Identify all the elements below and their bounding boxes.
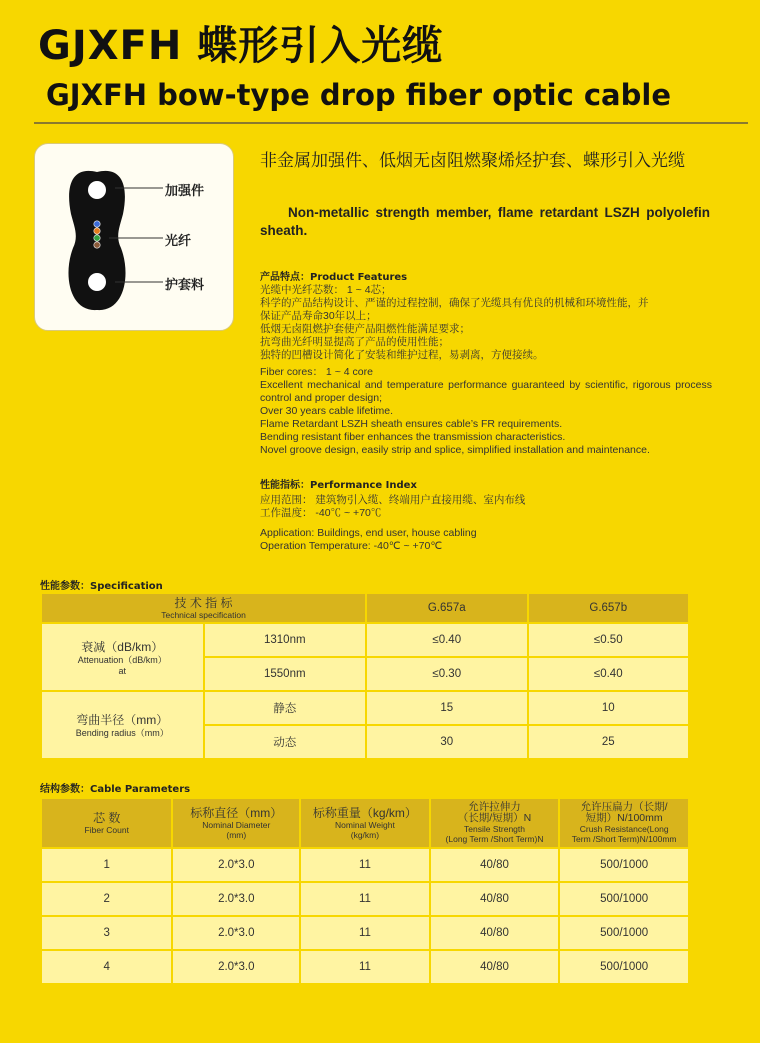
bending-radius-label	[41, 691, 204, 759]
header-en: (Long Term /Short Term)N	[445, 834, 544, 844]
param-header-diameter	[172, 798, 300, 848]
header-en: Fiber Count	[84, 824, 129, 835]
header-en: Nominal Weight	[335, 819, 395, 830]
bending-radius-en: Bending radius（mm）	[75, 728, 169, 738]
features-cn-line: 低烟无卤阻燃护套使产品阻燃性能满足要求；	[260, 323, 470, 335]
features-cn-line: 光缆中光纤芯数： 1 ~ 4芯；	[260, 284, 392, 296]
value-g657b: ≤0.50	[528, 623, 690, 657]
page-title-cn: GJXFH 蝶形引入光缆	[38, 23, 444, 69]
spec-header-tech	[41, 593, 366, 623]
features-en-line: Over 30 years cable lifetime.	[260, 405, 394, 417]
header-cn: （长期/短期）N	[457, 812, 532, 824]
header-en: Term /Short Term)N/100mm	[571, 834, 677, 844]
performance-cn-line: 工作温度： -40℃ ~ +70℃	[260, 507, 382, 519]
tensile: 40/80	[430, 950, 560, 984]
optical-fiber	[94, 228, 100, 234]
crush: 500/1000	[559, 916, 689, 950]
features-en-line: Fiber cores： 1 ~ 4 core	[260, 366, 373, 378]
attenuation-cn: 衰减（dB/km）	[81, 639, 164, 654]
features-cn-line: 抗弯曲光纤明显提高了产品的使用性能；	[260, 336, 449, 348]
performance-cn-line: 应用范围： 建筑物引入缆、终端用户直接用缆、室内布线	[260, 494, 526, 506]
features-cn	[260, 284, 712, 362]
table-row	[41, 950, 689, 984]
param-header-weight	[300, 798, 430, 848]
fiber-count: 2	[41, 882, 172, 916]
diameter: 2.0*3.0	[172, 916, 300, 950]
crush: 500/1000	[559, 848, 689, 882]
table-row	[41, 882, 689, 916]
header-en: Nominal Diameter	[202, 819, 271, 830]
value-g657a: 30	[366, 725, 527, 759]
strength-member-bottom	[88, 273, 106, 291]
param-header-tensile	[430, 798, 560, 848]
crush: 500/1000	[559, 882, 689, 916]
cable-cross-section-svg	[35, 144, 235, 332]
strength-member-top	[88, 181, 106, 199]
label-sheath: 护套料	[165, 278, 205, 293]
performance-en	[260, 527, 712, 553]
bending-dynamic: 动态	[204, 725, 366, 759]
header-cn: 允许拉伸力	[468, 801, 521, 813]
weight: 11	[300, 848, 430, 882]
spec-header-cn: 技 术 指 标	[174, 595, 233, 610]
bending-static: 静态	[204, 691, 366, 725]
optical-fiber	[94, 221, 100, 227]
tensile: 40/80	[430, 882, 560, 916]
features-en-line: Bending resistant fiber enhances the transmission characteristics.	[260, 431, 566, 443]
fiber-count: 4	[41, 950, 172, 984]
header-en: (mm)	[226, 829, 247, 840]
header-cn: 芯 数	[93, 810, 121, 825]
features-en-line: Flame Retardant LSZH sheath ensures cable’s FR requirements.	[260, 418, 563, 430]
page-title-en: GJXFH bow-type drop fiber optic cable	[46, 78, 671, 112]
features-title: 产品特点：Product Features	[260, 272, 408, 283]
features-cn-line: 独特的凹槽设计简化了安装和维护过程，易剥离，方便接续。	[260, 349, 544, 361]
tensile: 40/80	[430, 916, 560, 950]
table-row	[41, 916, 689, 950]
value-g657b: 10	[528, 691, 690, 725]
wavelength-1550: 1550nm	[204, 657, 366, 691]
specification-table	[40, 592, 690, 760]
diameter: 2.0*3.0	[172, 848, 300, 882]
performance-cn	[260, 494, 712, 520]
attenuation-en-at: at	[118, 665, 127, 676]
performance-en-line: Operation Temperature: -40℃ ~ +70℃	[260, 540, 443, 552]
diameter: 2.0*3.0	[172, 950, 300, 984]
weight: 11	[300, 882, 430, 916]
features-en-line: Novel groove design, easily strip and splice, simplified installation and maintenance.	[260, 444, 650, 456]
weight: 11	[300, 950, 430, 984]
param-header-fiber-count	[41, 798, 172, 848]
optical-fiber	[94, 235, 100, 241]
value-g657a: ≤0.40	[366, 623, 527, 657]
value-g657a: ≤0.30	[366, 657, 527, 691]
header-cn: 标称重量（kg/km）	[312, 805, 417, 820]
table-row	[41, 848, 689, 882]
crush: 500/1000	[559, 950, 689, 984]
value-g657a: 15	[366, 691, 527, 725]
param-header-crush	[559, 798, 689, 848]
cable-parameters-title: 结构参数：Cable Parameters	[40, 784, 191, 795]
headline-cn: 非金属加强件、低烟无卤阻燃聚烯烃护套、蝶形引入光缆	[260, 151, 685, 171]
header-en: Crush Resistance(Long	[579, 824, 669, 834]
fiber-count: 1	[41, 848, 172, 882]
performance-en-line: Application: Buildings, end user, house cabling	[260, 527, 477, 539]
attenuation-en: Attenuation（dB/km）	[77, 654, 167, 665]
tensile: 40/80	[430, 848, 560, 882]
header-cn: 标称直径（mm）	[190, 805, 283, 820]
headline-en: Non-metallic strength member, flame retardant LSZH polyolefin sheath.	[260, 205, 710, 238]
weight: 11	[300, 916, 430, 950]
diameter: 2.0*3.0	[172, 882, 300, 916]
spec-header-g657a: G.657a	[366, 593, 527, 623]
title-divider	[34, 122, 748, 124]
header-en: (kg/km)	[350, 829, 380, 840]
specification-title: 性能参数：Specification	[40, 581, 163, 592]
features-en-line: Excellent mechanical and temperature performance guaranteed by scientific, rigorous process control and proper design;	[260, 379, 712, 404]
fiber-count: 3	[41, 916, 172, 950]
value-g657b: ≤0.40	[528, 657, 690, 691]
optical-fiber	[94, 242, 100, 248]
header-en: Tensile Strength	[464, 824, 525, 834]
label-strength-member: 加强件	[165, 184, 205, 199]
attenuation-label	[41, 623, 204, 691]
header-cn: 短期）N/100mm	[585, 812, 663, 824]
features-cn-line: 保证产品寿命30年以上；	[260, 310, 377, 322]
features-en	[260, 366, 712, 457]
value-g657b: 25	[528, 725, 690, 759]
wavelength-1310: 1310nm	[204, 623, 366, 657]
bending-radius-cn: 弯曲半径（mm）	[76, 713, 169, 727]
cable-cross-section-diagram	[34, 143, 234, 331]
features-cn-line: 科学的产品结构设计、严谨的过程控制，确保了光缆具有优良的机械和环境性能，并	[260, 297, 649, 309]
header-cn: 允许压扁力（长期/	[580, 801, 668, 813]
spec-header-en: Technical specification	[161, 609, 246, 620]
label-fiber: 光纤	[165, 234, 192, 249]
performance-title: 性能指标：Performance Index	[260, 480, 417, 491]
spec-header-g657b: G.657b	[528, 593, 690, 623]
cable-parameters-table	[40, 797, 690, 985]
